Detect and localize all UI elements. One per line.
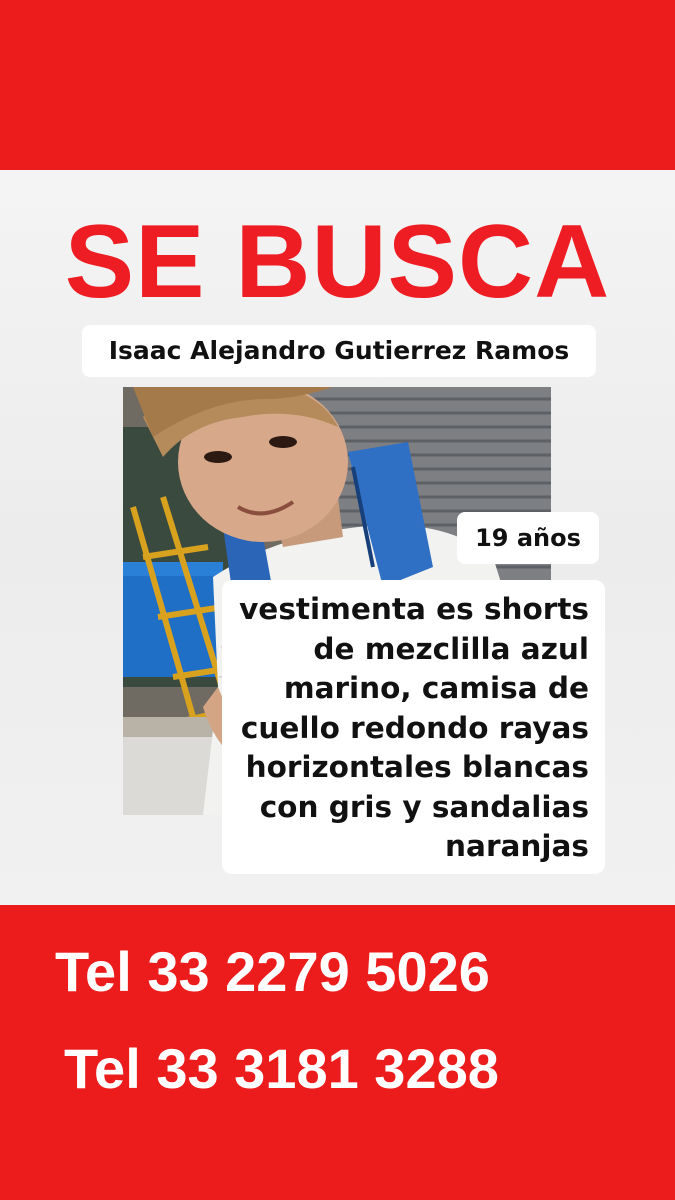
missing-person-name: Isaac Alejandro Gutierrez Ramos — [82, 325, 596, 377]
phone-number-2[interactable]: Tel 33 3181 3288 — [64, 1037, 499, 1100]
clothing-description-box — [222, 580, 605, 874]
age-label: 19 años — [457, 512, 599, 564]
poster-title: SE BUSCA — [64, 204, 611, 320]
description-line: marino, camisa de — [283, 671, 589, 705]
phone-number-1[interactable]: Tel 33 2279 5026 — [55, 940, 490, 1003]
description-line: naranjas — [445, 829, 589, 863]
description-line: con gris y sandalias — [259, 789, 589, 824]
top-red-band — [0, 0, 675, 170]
description-line: vestimenta es shorts — [239, 592, 589, 626]
clothing-description — [229, 590, 589, 867]
description-line: cuello redondo rayas — [240, 710, 589, 745]
description-line: horizontales blancas — [245, 750, 589, 784]
description-line: de mezclilla azul — [313, 631, 589, 666]
